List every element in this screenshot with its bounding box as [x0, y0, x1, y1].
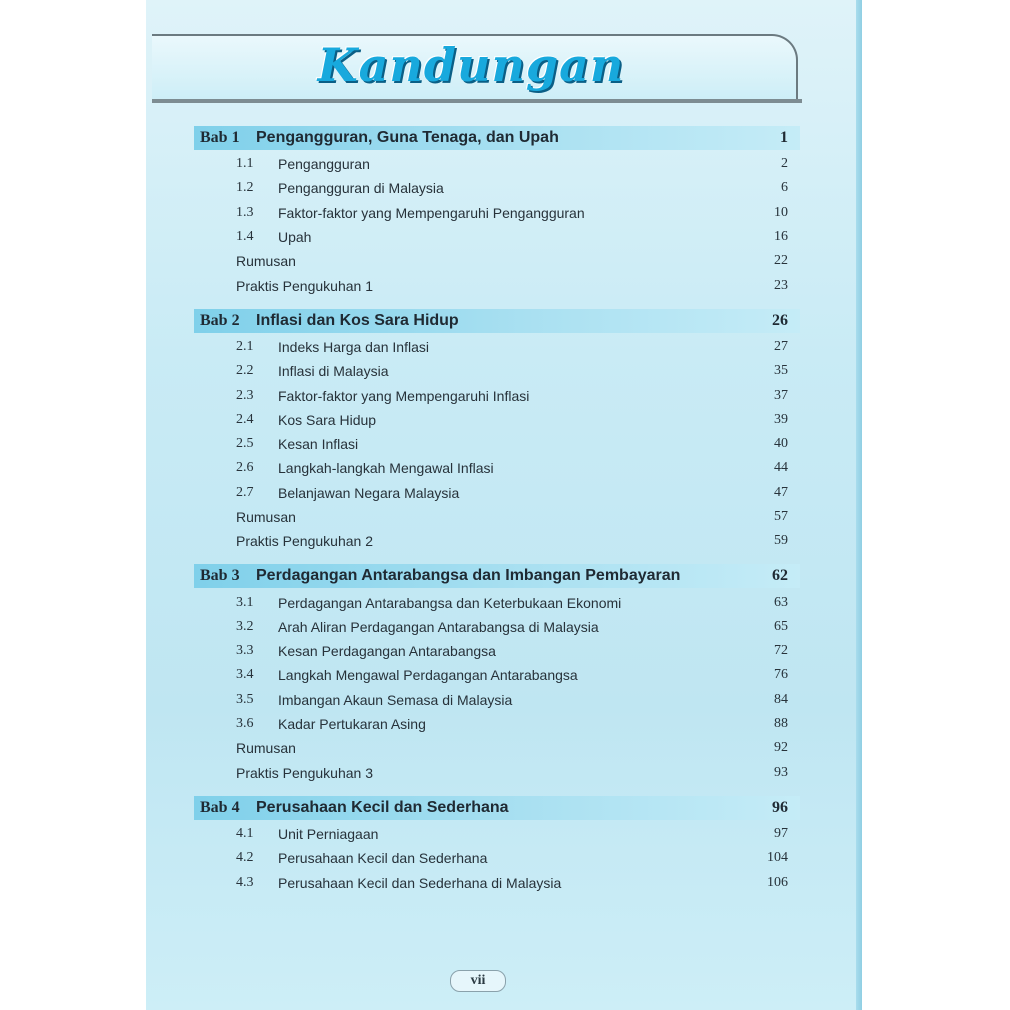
section-page: 47 [774, 484, 788, 500]
toc-entry[interactable] [194, 870, 800, 894]
section-page: 65 [774, 618, 788, 634]
chapter-number: Bab 2 [200, 311, 240, 329]
chapter-title: Inflasi dan Kos Sara Hidup [256, 311, 459, 329]
section-page: 40 [774, 436, 788, 452]
section-page: 92 [774, 740, 788, 756]
section-title: Praktis Pengukuhan 2 [236, 533, 373, 550]
chapter-gap [194, 298, 800, 309]
section-number: 2.7 [236, 484, 254, 500]
section-page: 104 [767, 850, 788, 866]
chapter-page: 26 [772, 311, 788, 329]
section-number: 2.5 [236, 436, 254, 452]
section-title: Pengangguran [278, 156, 370, 173]
section-title: Faktor-faktor yang Mempengaruhi Inflasi [278, 387, 530, 404]
section-page: 39 [774, 411, 788, 427]
section-number: 1.3 [236, 204, 254, 220]
page-title: Kandungan [317, 38, 625, 92]
section-title: Rumusan [236, 740, 296, 757]
section-title: Indeks Harga dan Inflasi [278, 338, 429, 355]
toc-entry[interactable] [194, 249, 800, 273]
chapter-number: Bab 3 [200, 567, 240, 585]
chapter-heading[interactable] [194, 309, 800, 333]
toc-entry[interactable] [194, 225, 800, 249]
toc-entry[interactable] [194, 712, 800, 736]
section-number: 4.2 [236, 850, 254, 866]
book-page [146, 0, 862, 1010]
toc-entry[interactable] [194, 505, 800, 529]
section-title: Imbangan Akaun Semasa di Malaysia [278, 691, 513, 708]
chapter-page: 96 [772, 798, 788, 816]
toc-entry[interactable] [194, 359, 800, 383]
section-page: 16 [774, 229, 788, 245]
toc-entry[interactable] [194, 152, 800, 176]
section-number: 1.4 [236, 229, 254, 245]
section-title: Kesan Inflasi [278, 436, 359, 453]
section-page: 23 [774, 277, 788, 293]
section-title: Pengangguran di Malaysia [278, 180, 444, 197]
toc-entry[interactable] [194, 663, 800, 687]
section-page: 63 [774, 594, 788, 610]
section-page: 72 [774, 643, 788, 659]
toc-entry[interactable] [194, 590, 800, 614]
section-page: 35 [774, 363, 788, 379]
chapter-heading[interactable] [194, 564, 800, 588]
toc-entry[interactable] [194, 432, 800, 456]
toc-entry[interactable] [194, 529, 800, 553]
section-page: 59 [774, 533, 788, 549]
section-number: 2.2 [236, 363, 254, 379]
chapter-page: 1 [780, 129, 788, 146]
chapter-title: Perdagangan Antarabangsa dan Imbangan Pembayaran [256, 567, 681, 585]
chapter-gap [194, 553, 800, 564]
toc-entry[interactable] [194, 639, 800, 663]
section-title: Rumusan [236, 253, 296, 270]
section-page: 37 [774, 387, 788, 403]
table-of-contents [194, 126, 800, 895]
section-title: Praktis Pengukuhan 3 [236, 764, 373, 781]
section-title: Langkah-langkah Mengawal Inflasi [278, 460, 494, 477]
toc-entry[interactable] [194, 383, 800, 407]
section-number: 1.2 [236, 180, 254, 196]
toc-entry[interactable] [194, 273, 800, 297]
chapter-gap [194, 785, 800, 796]
section-page: 84 [774, 691, 788, 707]
chapter-heading[interactable] [194, 126, 800, 150]
section-title: Belanjawan Negara Malaysia [278, 484, 460, 501]
section-number: 2.1 [236, 338, 254, 354]
section-title: Perusahaan Kecil dan Sederhana [278, 850, 488, 867]
toc-entry[interactable] [194, 822, 800, 846]
section-page: 2 [781, 156, 788, 172]
section-page: 6 [781, 180, 788, 196]
title-band-shadow [152, 99, 802, 103]
section-title: Praktis Pengukuhan 1 [236, 277, 373, 294]
section-number: 3.2 [236, 618, 254, 634]
toc-entry[interactable] [194, 846, 800, 870]
chapter-number: Bab 4 [200, 798, 240, 816]
section-page: 88 [774, 716, 788, 732]
section-page: 106 [767, 874, 788, 890]
section-title: Faktor-faktor yang Mempengaruhi Pengangguran [278, 204, 585, 221]
toc-entry[interactable] [194, 201, 800, 225]
toc-entry[interactable] [194, 456, 800, 480]
section-number: 2.6 [236, 460, 254, 476]
section-title: Perdagangan Antarabangsa dan Keterbukaan Ekonomi [278, 594, 622, 611]
chapter-number: Bab 1 [200, 129, 240, 146]
section-number: 2.4 [236, 411, 254, 427]
section-page: 27 [774, 338, 788, 354]
toc-entry[interactable] [194, 736, 800, 760]
section-title: Kesan Perdagangan Antarabangsa [278, 643, 496, 660]
toc-entry[interactable] [194, 408, 800, 432]
section-page: 93 [774, 764, 788, 780]
toc-entry[interactable] [194, 615, 800, 639]
section-title: Kadar Pertukaran Asing [278, 716, 426, 733]
toc-entry[interactable] [194, 761, 800, 785]
section-number: 3.5 [236, 691, 254, 707]
section-number: 3.1 [236, 594, 254, 610]
chapter-page: 62 [772, 567, 788, 585]
section-number: 1.1 [236, 156, 254, 172]
section-number: 2.3 [236, 387, 254, 403]
page-number: vii [450, 970, 506, 992]
section-title: Arah Aliran Perdagangan Antarabangsa di Malaysia [278, 618, 599, 635]
section-title: Perusahaan Kecil dan Sederhana di Malaysia [278, 874, 562, 891]
section-number: 4.1 [236, 825, 254, 841]
section-title: Upah [278, 229, 312, 246]
section-page: 44 [774, 460, 788, 476]
chapter-heading[interactable] [194, 796, 800, 820]
section-number: 3.4 [236, 667, 254, 683]
section-page: 22 [774, 253, 788, 269]
section-number: 3.6 [236, 716, 254, 732]
section-title: Unit Perniagaan [278, 825, 379, 842]
toc-entry[interactable] [194, 176, 800, 200]
section-number: 4.3 [236, 874, 254, 890]
page-spine [856, 0, 862, 1010]
section-title: Kos Sara Hidup [278, 411, 377, 428]
toc-entry[interactable] [194, 335, 800, 359]
section-page: 57 [774, 509, 788, 524]
section-page: 97 [774, 825, 788, 841]
toc-entry[interactable] [194, 481, 800, 505]
section-page: 10 [774, 204, 788, 220]
section-title: Inflasi di Malaysia [278, 363, 389, 380]
section-page: 76 [774, 667, 788, 683]
section-title: Rumusan [236, 509, 296, 525]
section-number: 3.3 [236, 643, 254, 659]
toc-entry[interactable] [194, 688, 800, 712]
section-title: Langkah Mengawal Perdagangan Antarabangsa [278, 667, 578, 684]
chapter-title: Pengangguran, Guna Tenaga, dan Upah [256, 129, 559, 146]
chapter-title: Perusahaan Kecil dan Sederhana [256, 798, 509, 816]
